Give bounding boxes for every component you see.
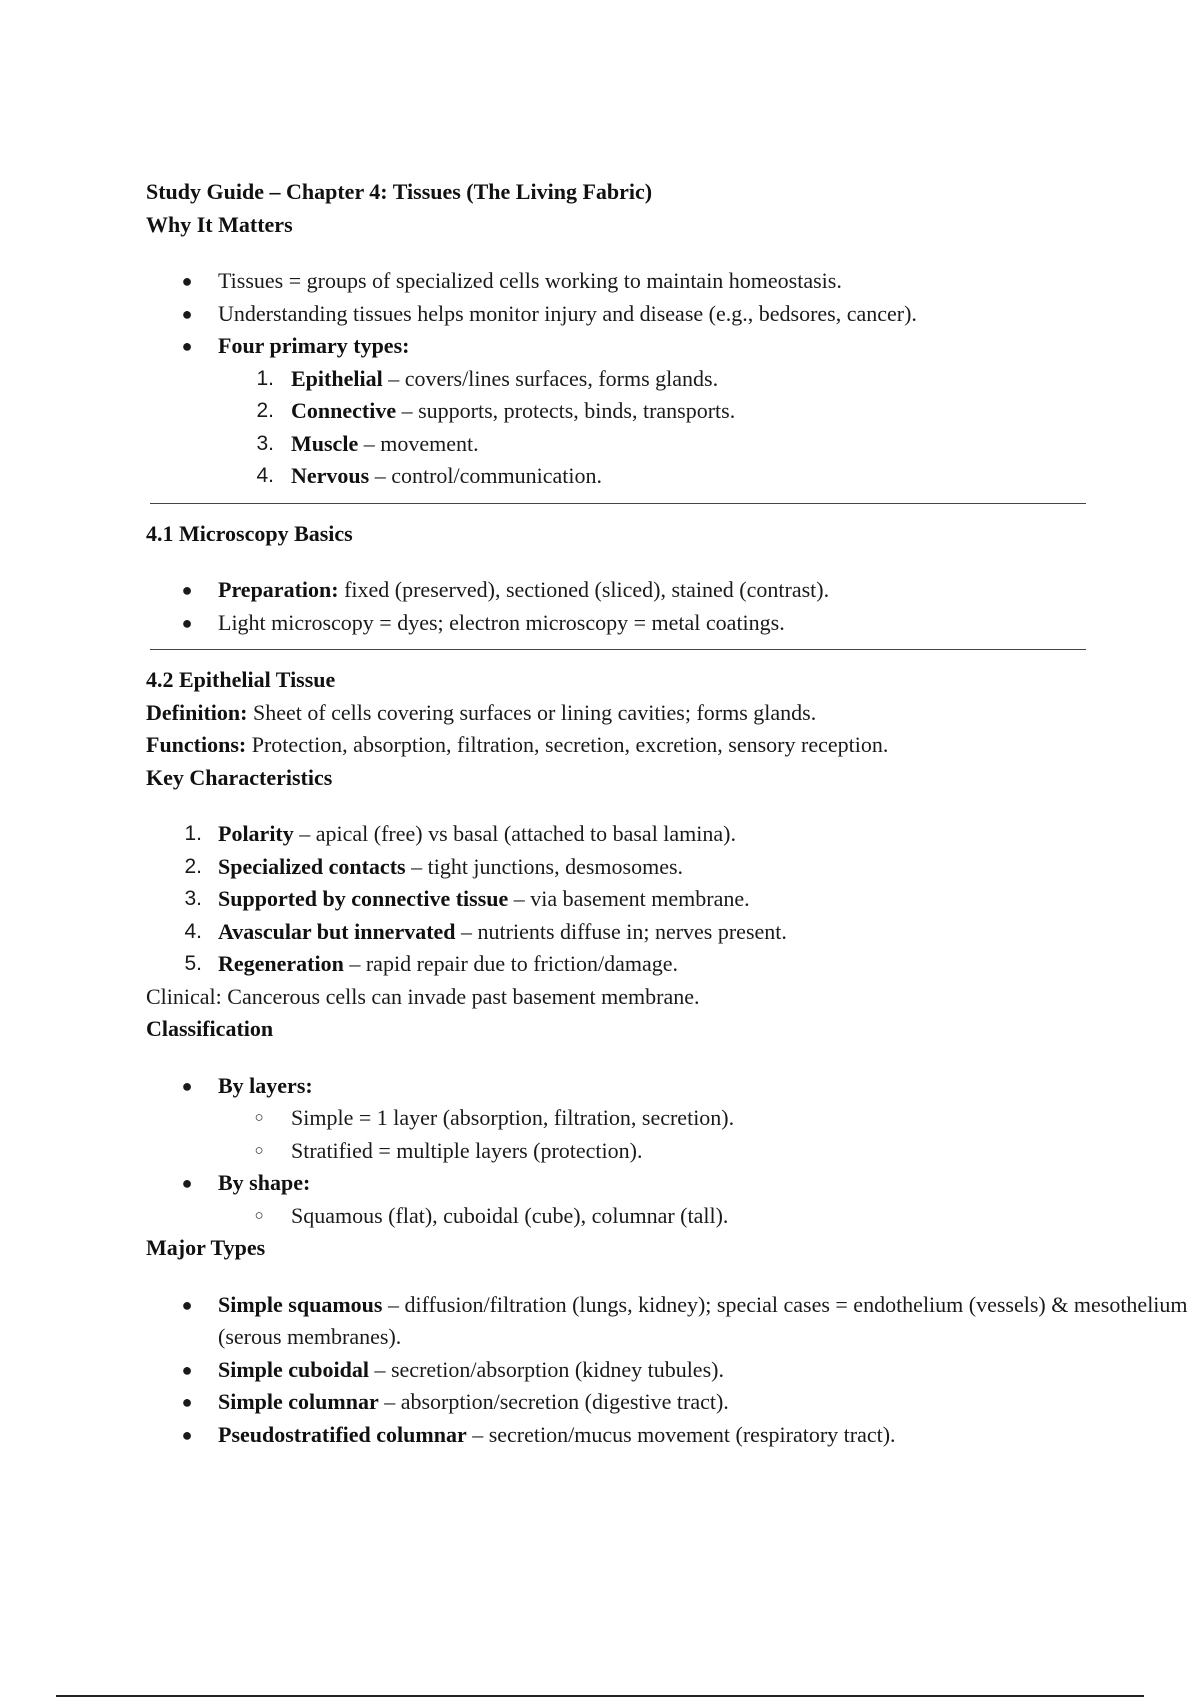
list-item: ● Four primary types: (146, 330, 1086, 363)
section-heading-why: Why It Matters (146, 211, 293, 237)
document-body (146, 176, 1188, 1451)
list-item: ● Pseudostratified columnar – secretion/mucus movement (respiratory tract). (146, 1419, 1086, 1452)
bullet-icon: ● (181, 580, 193, 600)
bullet-icon: ● (181, 1424, 193, 1445)
list-item: 2. Connective – supports, protects, binds, transports. (256, 398, 736, 423)
section-heading-epithelial: 4.2 Epithelial Tissue (146, 667, 336, 692)
list-item: ● Simple squamous – diffusion/filtration (lungs, kidney); special cases = endothelium (vessels) & mesothelium (serous membranes). (146, 1289, 1198, 1354)
clinical-note: Clinical: Cancerous cells can invade past basement membrane. (146, 983, 700, 1009)
bullet-icon: ● (181, 612, 193, 633)
bullet-icon: ● (181, 271, 193, 291)
bullet-icon: ● (181, 1173, 193, 1193)
bullet-icon: ● (181, 303, 193, 324)
bullet-icon: ● (181, 1075, 193, 1096)
sub-list-item: ○ Stratified = multiple layers (protection). (146, 1135, 1086, 1168)
list-item: ● Simple columnar – absorption/secretion (digestive tract). (146, 1386, 1086, 1419)
divider (150, 503, 1086, 504)
classification-heading: Classification (146, 1016, 274, 1041)
key-characteristics-heading: Key Characteristics (146, 764, 333, 790)
list-item: ● By layers: (146, 1070, 1086, 1103)
section-heading-microscopy: 4.1 Microscopy Basics (146, 520, 353, 546)
page-bottom-rule (56, 1695, 1144, 1697)
functions-line: Functions: Protection, absorption, filtration, secretion, excretion, sensory reception. (146, 732, 889, 757)
sub-list-item: ○ Simple = 1 layer (absorption, filtration, secretion). (146, 1102, 1086, 1135)
list-item: ● Understanding tissues helps monitor injury and disease (e.g., bedsores, cancer). (146, 298, 1086, 331)
list-item: ● Simple cuboidal – secretion/absorption (kidney tubules). (146, 1354, 1086, 1387)
list-item: 5. Regeneration – rapid repair due to friction/damage. (184, 951, 679, 976)
bullet-icon: ● (181, 1392, 193, 1412)
bullet-icon: ● (181, 1359, 193, 1380)
circle-bullet-icon: ○ (254, 1109, 264, 1126)
sub-list-item: ○ Squamous (flat), cuboidal (cube), columnar (tall). (146, 1200, 1086, 1233)
document-title: Study Guide – Chapter 4: Tissues (The Living Fabric) (146, 179, 653, 204)
list-item: 4. Avascular but innervated – nutrients diffuse in; nerves present. (184, 918, 787, 944)
circle-bullet-icon: ○ (254, 1141, 264, 1159)
bullet-icon: ● (181, 1294, 193, 1315)
list-item: ● By shape: (146, 1167, 1086, 1200)
list-item: 1. Epithelial – covers/lines surfaces, forms glands. (256, 365, 719, 391)
list-item: ● Light microscopy = dyes; electron microscopy = metal coatings. (146, 607, 1086, 640)
circle-bullet-icon: ○ (254, 1206, 264, 1224)
major-types-heading: Major Types (146, 1235, 266, 1260)
list-item: 4. Nervous – control/communication. (256, 463, 603, 488)
definition-line: Definition: Sheet of cells covering surfaces or lining cavities; forms glands. (146, 699, 817, 725)
list-item: 3. Muscle – movement. (256, 430, 479, 456)
list-item: 1. Polarity – apical (free) vs basal (attached to basal lamina). (184, 821, 736, 846)
list-item: 3. Supported by connective tissue – via basement membrane. (184, 886, 750, 911)
list-item: ● Preparation: fixed (preserved), sectioned (sliced), stained (contrast). (146, 574, 1086, 607)
divider (150, 649, 1086, 650)
list-item: ● Tissues = groups of specialized cells working to maintain homeostasis. (146, 265, 1086, 298)
bullet-icon: ● (181, 336, 193, 356)
list-item: 2. Specialized contacts – tight junctions, desmosomes. (184, 853, 684, 879)
